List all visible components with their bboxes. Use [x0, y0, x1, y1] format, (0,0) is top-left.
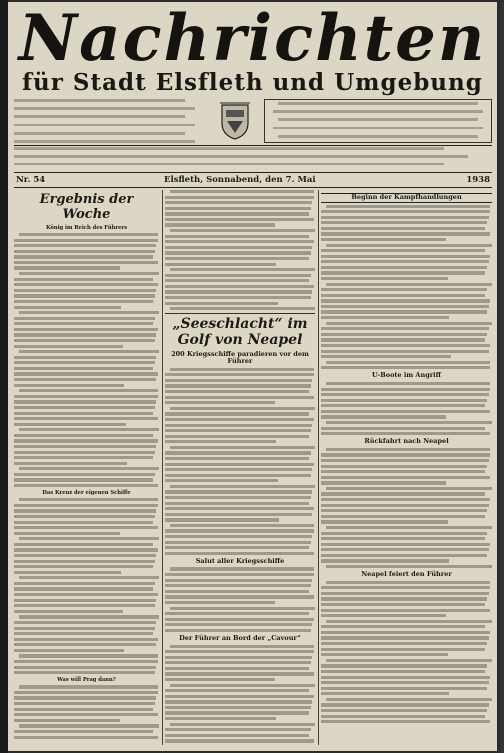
subhead-salut: Salut aller Kriegsschiffe [195, 556, 285, 565]
issue-year: 1938 [466, 175, 490, 185]
binding-edge [0, 0, 8, 753]
scan-edge [500, 0, 504, 753]
column-3 [321, 190, 492, 745]
headline-ergebnis: Ergebnis der Woche [39, 192, 134, 222]
subhead-koenig: König im Reich des Führers [45, 225, 128, 231]
article-body [321, 205, 492, 370]
article-columns [14, 190, 492, 745]
subhead-prag: Was will Prag dann? [57, 677, 116, 684]
article-body [165, 567, 315, 632]
coat-of-arms-icon [218, 101, 252, 141]
advertisement-info [264, 99, 492, 143]
issue-number: Nr. 54 [16, 175, 46, 185]
column-2 [165, 190, 315, 745]
article-body [165, 645, 315, 745]
subhead-kreuz: Das Kreuz der eigenen Schiffe [42, 490, 131, 497]
masthead [8, 2, 497, 96]
supplement-line [14, 145, 492, 169]
article-body [321, 448, 492, 568]
issue-date: Elsfleth, Sonnabend, den 7. Mai [164, 175, 316, 185]
info-bar [14, 99, 492, 143]
article-body [14, 498, 159, 674]
subhead-cavour: Der Führer an Bord der „Cavour“ [179, 634, 301, 643]
article-body [14, 685, 159, 738]
headline-seeschlacht: „Seeschlacht“ im Golf von Neapel [172, 315, 308, 348]
article-body [14, 233, 159, 487]
masthead-subtitle: für Stadt Elsfleth und Umgebung [22, 69, 483, 96]
headline-kampfhandlungen: Beginn der Kampfhandlungen [321, 193, 492, 203]
masthead-title: Nachrichten [18, 2, 487, 76]
newspaper-page [8, 2, 497, 751]
article-body [165, 368, 315, 555]
column-divider [162, 190, 163, 745]
column-divider [318, 190, 319, 745]
publication-info [14, 99, 204, 143]
dateline-bar [14, 172, 492, 188]
subhead-neapel: Neapel feiert den Führer [361, 570, 452, 579]
subhead-rueckfahrt: Rückfahrt nach Neapel [364, 437, 449, 446]
subhead-kriegsschiffe: 200 Kriegsschiffe paradieren vor dem Führer [171, 349, 309, 366]
column-1 [14, 190, 159, 745]
subhead-uboote: U-Boote im Angriff [372, 371, 441, 380]
article-body [165, 190, 315, 310]
article-body [321, 382, 492, 435]
article-body [321, 581, 492, 724]
